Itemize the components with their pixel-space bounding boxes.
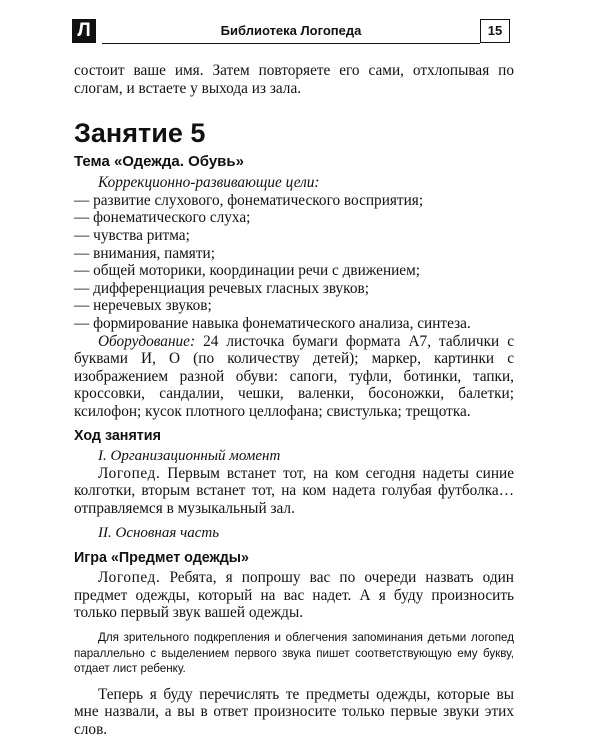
goals-label: Коррекционно-развивающие цели:: [98, 174, 320, 192]
part1-paragraph: [74, 465, 514, 518]
list-item: — формирование навыка фонематического анализа, синтеза.: [74, 314, 471, 332]
topic-heading: Тема «Одежда. Обувь»: [74, 153, 244, 171]
speaker-label: Логопед.: [98, 569, 161, 587]
goals-list: [74, 192, 514, 333]
course-heading: Ход занятия: [74, 427, 161, 444]
page-body: [74, 62, 514, 738]
lesson-title: Занятие 5: [74, 118, 206, 149]
game-paragraph: [74, 569, 514, 622]
list-item: — общей моторики, координации речи с движением;: [74, 262, 421, 280]
game-text: Ребята, я попрошу вас по очереди назвать один предмет одежды, который на вас надет. А я буду произносить только первый звук вашей одежды.: [74, 569, 514, 622]
list-item: — дифференциация речевых гласных звуков;: [74, 279, 369, 297]
list-item: — развитие слухового, фонематического восприятия;: [74, 191, 424, 209]
equipment-paragraph: [74, 333, 514, 421]
part1-text: Первым встанет тот, на ком сегодня надеты синие колготки, вторым встанет тот, на ком надета голубая футболка… отправляемся в музыкальный зал.: [74, 464, 514, 517]
list-item: — фонематического слуха;: [74, 209, 251, 227]
game-heading: Игра «Предмет одежды»: [74, 550, 249, 567]
list-item: — чувства ритма;: [74, 226, 190, 244]
part2-title: II. Основная часть: [98, 525, 220, 542]
list-item: — неречевых звуков;: [74, 297, 212, 315]
page-number: 15: [480, 19, 510, 43]
page-header: [72, 19, 510, 45]
equipment-text: 24 листочка бумаги формата А7, таблички с буквами И, О (по количеству детей); маркер, картинки с изображением разной обуви: сапоги, туфли, ботинки, тапки, кроссовки, сандалии, чешки, валенки, босоножки, балетки; ксилофон; кусок плотного целлофана; свистулька; трещотка.: [74, 332, 515, 420]
final-paragraph: Теперь я буду перечислять те предметы одежды, которые вы мне назвали, а вы в ответ произносите только первые звуки этих слов.: [74, 685, 514, 738]
series-logo: Л: [72, 19, 96, 43]
running-title: Библиотека Логопеда: [220, 23, 362, 38]
header-rule: [102, 43, 480, 44]
equipment-label: Оборудование:: [98, 332, 196, 350]
intro-paragraph: состоит ваше имя. Затем повторяете его сами, отхлопывая по слогам, и встаете у выхода из зала.: [74, 62, 514, 97]
part1-title: I. Организационный момент: [98, 447, 281, 464]
list-item: — внимания, памяти;: [74, 244, 215, 262]
teacher-note: Для зрительного подкрепления и облегчения запоминания детьми логопед параллельно с выделением первого звука пишет соответствующую ему букву, отдает лист ребенку.: [74, 631, 514, 676]
speaker-label: Логопед.: [98, 464, 161, 482]
